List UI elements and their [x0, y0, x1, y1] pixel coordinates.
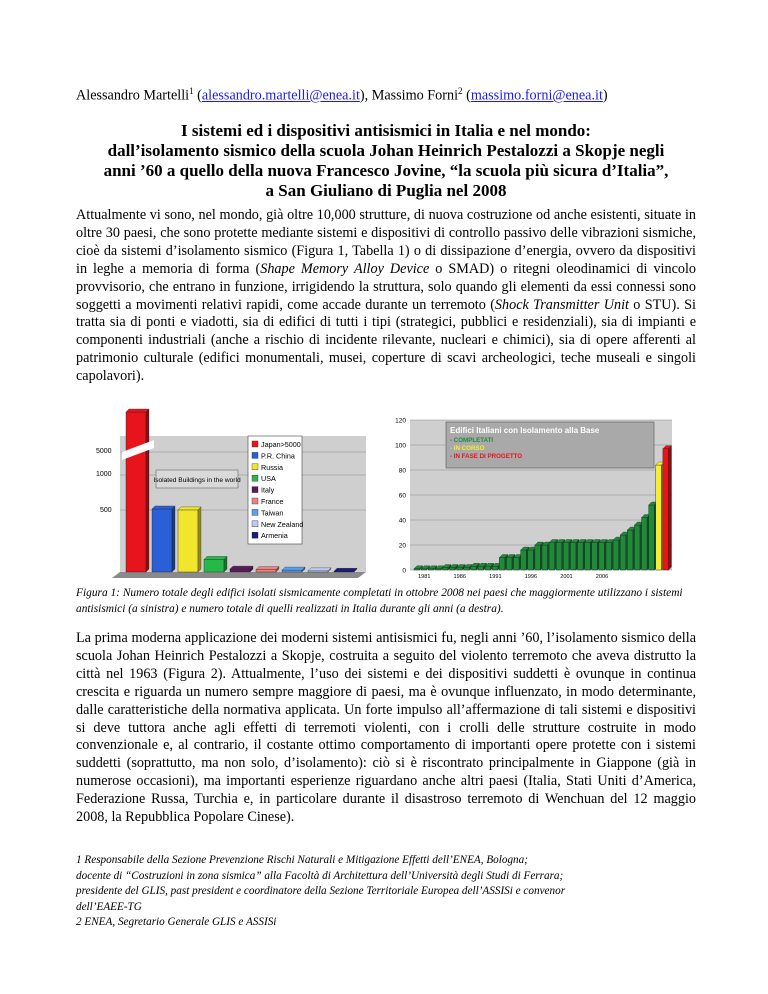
right-bar-completed	[642, 518, 648, 571]
left-bar-4-top	[230, 566, 253, 569]
right-ytick-label: 60	[398, 492, 406, 500]
right-bar-completed	[450, 568, 456, 571]
right-bar-completed	[570, 543, 576, 571]
footnote-1-line: dell’EAEE-TG	[76, 900, 142, 913]
right-bar-completed	[606, 543, 612, 571]
paragraph-text: o STU). Si tratta sia di ponti e viadotti, sia di edifici di tutti i tipi (strategici, pubblici e residenziali), sia di impianti e componenti industriali (anche a rischio di incidente rilevante, nucleari e chimici), sia di opere afferenti al patrimonio culturale (edifici monumentali, musei, coperture di scavi archeologici, teche museali e singoli capolavori).	[76, 296, 697, 385]
left-legend-label: Japan>5000	[261, 440, 301, 449]
left-chart-legend	[248, 436, 303, 544]
figure-1-caption: Figura 1: Numero totale degli edifici isolati sismicamente completati in ottobre 2008 nei paesi che maggiormente utilizzano i sistemi antisismici (a sinistra) e numero totale di quelli realizzati in Italia durante gli anni (a destra).	[76, 587, 683, 615]
left-bar-1-side	[172, 506, 175, 572]
right-chart-title: Edifici Italiani con Isolamento alla Base	[450, 426, 600, 435]
left-ytick-label: 5000	[96, 448, 112, 455]
left-legend-swatch	[252, 441, 258, 447]
left-legend-label: P.R. China	[261, 451, 295, 461]
author-email-1-link[interactable]: alessandro.martelli@enea.it	[201, 87, 360, 104]
right-bar-completed	[620, 535, 626, 570]
left-bar-6-top	[282, 567, 305, 570]
italy-isolated-buildings-chart	[395, 418, 672, 581]
right-xtick-label: 2006	[595, 574, 609, 580]
left-bar-0-top	[126, 409, 149, 412]
right-bar-completed	[535, 545, 541, 570]
right-bar-completed	[464, 568, 470, 571]
right-xtick-label: 1981	[418, 574, 431, 580]
author-name-1: Alessandro Martelli	[76, 87, 190, 104]
right-ytick-label: 80	[398, 467, 406, 475]
left-chart-title: Isolated Buildings in the world	[153, 477, 241, 484]
right-bar-completed	[649, 505, 655, 570]
affiliation-mark-2: 2	[458, 86, 463, 96]
right-ytick-label: 40	[398, 517, 406, 525]
figure-1-charts	[96, 408, 686, 580]
right-bar-in-project	[663, 449, 669, 570]
left-bar-0-side	[146, 409, 149, 572]
right-bar-completed	[442, 568, 448, 571]
author-separator: ,	[364, 87, 372, 104]
right-bar-completed	[471, 566, 477, 570]
left-legend-swatch	[252, 452, 258, 458]
right-bar-completed	[421, 569, 427, 570]
left-bar-5-top	[256, 567, 279, 570]
right-xtick-label: 1991	[489, 574, 502, 580]
right-bar-completed	[457, 568, 463, 571]
right-xtick-label: 1996	[524, 574, 538, 580]
left-bar-1	[152, 509, 172, 572]
right-bar-completed	[613, 540, 619, 570]
right-bar-completed	[485, 566, 491, 570]
right-legend-in-project: - IN FASE DI PROGETTO	[450, 453, 523, 460]
paragraph-italic-term: Shape Memory Alloy Device	[260, 260, 430, 277]
body-paragraph-1	[76, 207, 696, 386]
affiliation-mark-1: 1	[189, 86, 194, 96]
left-legend-swatch	[252, 464, 258, 470]
right-bar-completed	[514, 558, 520, 571]
right-bar-completed	[414, 569, 420, 570]
right-xtick-label: 1986	[453, 574, 467, 580]
right-bar-completed	[592, 543, 598, 571]
left-legend-label: New Zealand	[261, 519, 304, 529]
title-line: dall’isolamento sismico della scuola Johan Heinrich Pestalozzi a Skopje negli	[107, 141, 665, 160]
right-bar-completed	[627, 530, 633, 570]
figure-1	[96, 408, 686, 580]
left-chart-floor	[112, 572, 366, 578]
right-bar-completed	[521, 550, 527, 570]
paragraph-italic-term: Shock Transmitter Unit	[494, 296, 629, 313]
left-bar-3	[204, 559, 224, 572]
right-legend-in-progress: - IN CORSO	[450, 445, 485, 452]
right-ytick-label: 0	[402, 567, 406, 575]
left-bar-5	[256, 570, 276, 572]
left-legend-swatch	[252, 498, 258, 504]
author-line: Alessandro Martelli$^1$ (alessandro.martelli@enea.it), Massimo Forni$^2$ (massimo.forni@enea.it)	[76, 86, 608, 104]
left-legend-swatch	[252, 475, 258, 481]
right-legend-completed: - COMPLETATI	[450, 437, 494, 444]
footnotes	[76, 853, 696, 931]
left-ytick-label: 500	[100, 507, 112, 514]
title-line: I sistemi ed i dispositivi antisismici in Italia e nel mondo:	[181, 121, 591, 140]
left-bar-7-top	[308, 568, 331, 571]
left-legend-label: Armenia	[261, 531, 288, 541]
author-name-2: Massimo Forni	[371, 87, 459, 104]
left-legend-swatch	[252, 532, 258, 538]
body-paragraph-2: La prima moderna applicazione dei moderni sistemi antisismici fu, negli anni ’60, l’isolamento sismico della scuola Johan Heinrich Pestalozzi a Skopje, costruita a seguito del violento terremoto che aveva distrutto la città nel 1963 (Figura 2). Attualmente, l’uso dei sistemi e dei dispositivi suddetti è ovunque in continua crescita e riguarda un numero sempre maggiore di paesi, ma è ovunque influenzato, in modo determinante, dalle caratteristiche della normativa applicata. Un forte impulso all’affermazione di tali sistemi e dispositivi si deve tuttora anche agli effetti di terremoti violenti, con i crolli delle strutture costruite in modo convenzionale e, al contrario, il costante ottimo comportamento di importanti opere protette con i sistemi suddetti (soprattutto, ma non solo, d’isolamento): ciò si è riscontrato principalmente in Giappone (già in numerose occasioni), ma importanti esperienze riguardano anche altri paesi (Italia, Stati Uniti d’America, Federazione Russa, Turchia e, in particolare durante il disastroso terremoto di Wenchuan del 12 maggio 2008, la Repubblica Popolare Cinese).	[76, 630, 696, 826]
right-xtick-label: 2001	[560, 574, 573, 580]
left-bar-0	[126, 412, 146, 572]
left-legend-label: France	[261, 497, 284, 506]
title-line: a San Giuliano di Puglia nel 2008	[265, 181, 507, 200]
left-bar-2-top	[178, 507, 201, 510]
left-legend-label: Russia	[261, 462, 283, 472]
left-bar-8-top	[334, 568, 357, 571]
footnote-1-line: presidente del GLIS, past president e coordinatore della Sezione Territoriale Europea dell’ASSISi e convenor	[76, 885, 566, 898]
left-bar-6	[282, 570, 302, 572]
title-line: anni ’60 a quello della nuova Francesco Jovine, “la scuola più sicura d’Italia”,	[103, 161, 669, 180]
right-bar-completed	[585, 543, 591, 571]
left-bar-2-side	[198, 507, 201, 572]
paper-title	[76, 121, 696, 201]
world-isolated-buildings-chart	[96, 408, 368, 580]
right-ytick-label: 100	[395, 442, 406, 450]
author-email-2-link[interactable]: massimo.forni@enea.it	[470, 87, 603, 104]
footnote-1-line: docente di “Costruzioni in zona sismica” alla Facoltà di Architettura dell’Università degli Studi di Ferrara;	[76, 869, 564, 882]
left-bar-2	[178, 510, 198, 572]
footnote-2: 2 ENEA, Segretario Generale GLIS e ASSISi	[76, 916, 277, 929]
left-legend-label: USA	[261, 474, 276, 484]
right-bar-completed	[499, 558, 505, 571]
right-bar-completed	[542, 545, 548, 570]
right-bar-completed	[428, 569, 434, 570]
right-bar-completed	[492, 566, 498, 570]
left-bar-7	[308, 571, 328, 572]
footnote-1-line: 1 Responsabile della Sezione Prevenzione Rischi Naturali e Mitigazione Effetti dell’ENEA, Bologna;	[76, 854, 528, 866]
left-bar-4	[230, 569, 250, 572]
right-bar-completed	[506, 558, 512, 571]
paragraph-text: o SMAD) o ritegni oleodinamici di vincolo provvisorio, che entrano in funzione, irrigidendo la struttura, solo quando gli elementi da essi connessi sono soggetti a movimenti relativi rapidi, come accade durante un terremoto (	[76, 260, 696, 313]
right-bar-completed	[435, 569, 441, 570]
paragraph-text: Attualmente vi sono, nel mondo, già oltre 10,000 strutture, di nuova costruzione od anche esistenti, situate in oltre 30 paesi, che sono protette mediante sistemi e dispositivi di controllo passivo delle vibrazioni sismiche, cioè da sistemi d’isolamento sismico (Figura 1, Tabella 1) o di dissipazione d’energia, ovvero da dispositivi in leghe a memoria di forma (	[76, 207, 696, 277]
left-legend-swatch	[252, 509, 258, 515]
right-bar-completed	[599, 543, 605, 571]
right-bar-completed	[578, 543, 584, 571]
left-legend-label: Italy	[261, 485, 275, 495]
left-legend-swatch	[252, 521, 258, 527]
right-xtick-labels	[418, 574, 608, 580]
left-bar-1-top	[152, 506, 175, 509]
right-bar-completed	[563, 543, 569, 571]
right-ytick-label: 120	[395, 417, 406, 425]
left-bar-3-top	[204, 556, 227, 559]
left-legend-swatch	[252, 487, 258, 493]
right-bar-completed	[556, 543, 562, 571]
right-bar-in-project-side	[668, 446, 671, 570]
right-bar-completed	[528, 550, 534, 570]
right-ytick-label: 20	[398, 542, 406, 550]
right-bar-in-progress	[656, 465, 662, 570]
right-bar-completed	[549, 543, 555, 571]
left-ytick-label: 1000	[96, 471, 112, 478]
right-bar-completed	[634, 525, 640, 570]
right-bar-completed	[478, 566, 484, 570]
left-legend-label: Taiwan	[261, 508, 284, 518]
